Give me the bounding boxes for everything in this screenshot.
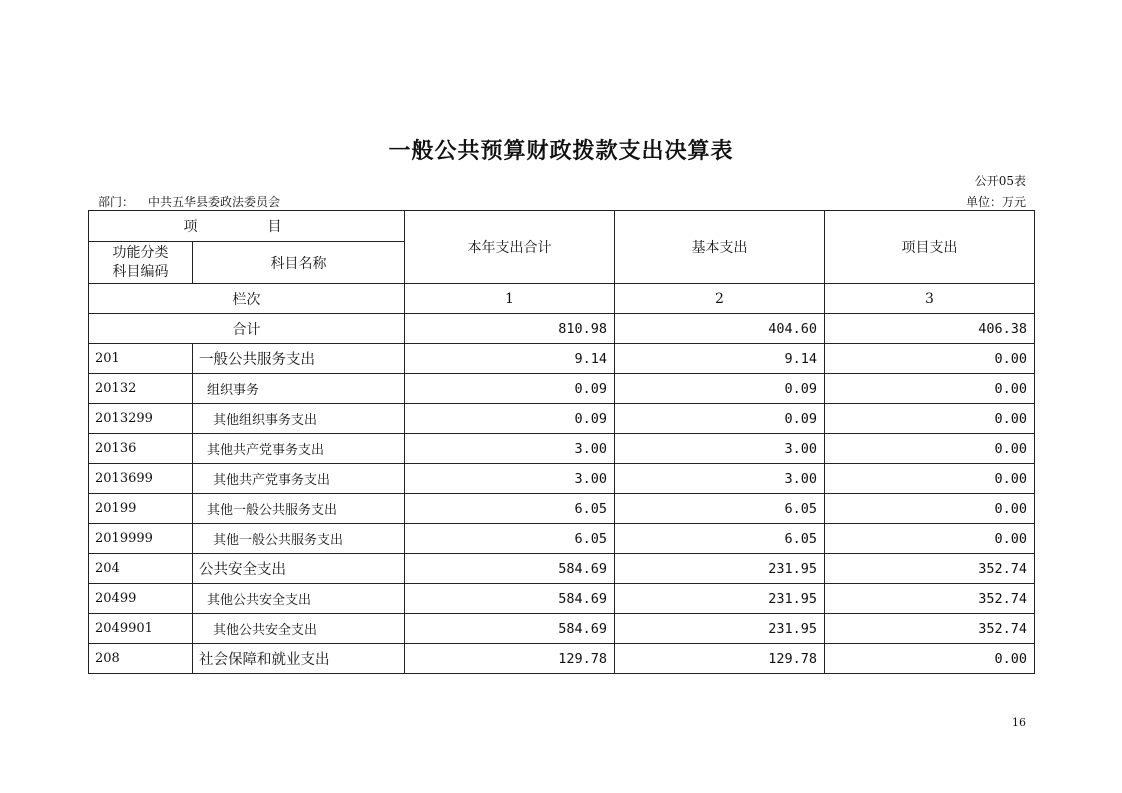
total-label: 合计 — [89, 314, 405, 344]
header-func-code — [89, 242, 193, 284]
total-project: 406.38 — [825, 314, 1035, 344]
header-row-1 — [89, 211, 1035, 242]
row-subject-name: 组织事务 — [193, 374, 405, 404]
row-code: 2019999 — [89, 524, 193, 554]
row-subject-name: 其他共产党事务支出 — [193, 434, 405, 464]
row-basic: 3.00 — [615, 464, 825, 494]
table-row — [89, 614, 1035, 644]
row-project: 0.00 — [825, 404, 1035, 434]
table-row — [89, 404, 1035, 434]
index-1: 1 — [405, 284, 615, 314]
row-project: 0.00 — [825, 434, 1035, 464]
row-basic: 0.09 — [615, 374, 825, 404]
total-sum: 810.98 — [405, 314, 615, 344]
unit-label: 单位：万元 — [965, 195, 1026, 209]
table-row — [89, 584, 1035, 614]
row-total: 6.05 — [405, 494, 615, 524]
header-subject-name: 科目名称 — [193, 242, 405, 284]
row-total: 584.69 — [405, 554, 615, 584]
row-total: 3.00 — [405, 434, 615, 464]
row-basic: 3.00 — [615, 434, 825, 464]
department-name: 中共五华县委政法委员会 — [148, 195, 281, 209]
table-row — [89, 644, 1035, 674]
table-row — [89, 374, 1035, 404]
row-code: 20199 — [89, 494, 193, 524]
row-project: 0.00 — [825, 464, 1035, 494]
row-project: 0.00 — [825, 374, 1035, 404]
row-basic: 129.78 — [615, 644, 825, 674]
row-total: 129.78 — [405, 644, 615, 674]
row-basic: 231.95 — [615, 554, 825, 584]
row-code: 20132 — [89, 374, 193, 404]
table-row — [89, 524, 1035, 554]
index-label: 栏次 — [89, 284, 405, 314]
row-subject-name: 其他公共安全支出 — [193, 614, 405, 644]
row-basic: 231.95 — [615, 614, 825, 644]
table-row — [89, 494, 1035, 524]
row-total: 584.69 — [405, 614, 615, 644]
row-total: 584.69 — [405, 584, 615, 614]
row-basic: 6.05 — [615, 524, 825, 554]
table-row — [89, 434, 1035, 464]
expenditure-table — [88, 210, 1035, 674]
row-subject-name: 社会保障和就业支出 — [193, 644, 405, 674]
row-code: 2013699 — [89, 464, 193, 494]
row-subject-name: 公共安全支出 — [193, 554, 405, 584]
row-code: 2049901 — [89, 614, 193, 644]
form-number: 公开05表 — [974, 174, 1026, 188]
row-basic: 9.14 — [615, 344, 825, 374]
header-col-project: 项目支出 — [825, 211, 1035, 284]
row-project: 0.00 — [825, 494, 1035, 524]
row-code: 208 — [89, 644, 193, 674]
table-row — [89, 554, 1035, 584]
index-row — [89, 284, 1035, 314]
row-subject-name: 其他公共安全支出 — [193, 584, 405, 614]
row-code: 20136 — [89, 434, 193, 464]
table-row — [89, 344, 1035, 374]
row-total: 0.09 — [405, 374, 615, 404]
department-line — [98, 193, 280, 210]
row-project: 0.00 — [825, 344, 1035, 374]
row-code: 20499 — [89, 584, 193, 614]
row-project: 352.74 — [825, 614, 1035, 644]
total-row — [89, 314, 1035, 344]
page-title: 一般公共预算财政拨款支出决算表 — [388, 138, 734, 164]
department-label: 部门： — [98, 195, 135, 209]
index-2: 2 — [615, 284, 825, 314]
row-basic: 231.95 — [615, 584, 825, 614]
row-subject-name: 其他共产党事务支出 — [193, 464, 405, 494]
row-total: 0.09 — [405, 404, 615, 434]
row-subject-name: 其他一般公共服务支出 — [193, 494, 405, 524]
row-total: 9.14 — [405, 344, 615, 374]
row-total: 3.00 — [405, 464, 615, 494]
row-subject-name: 其他一般公共服务支出 — [193, 524, 405, 554]
row-basic: 0.09 — [615, 404, 825, 434]
row-basic: 6.05 — [615, 494, 825, 524]
row-project: 352.74 — [825, 554, 1035, 584]
page-number: 16 — [1012, 716, 1026, 729]
row-project: 0.00 — [825, 644, 1035, 674]
header-func-code-line1: 功能分类 — [112, 244, 169, 261]
total-basic: 404.60 — [615, 314, 825, 344]
table-row — [89, 464, 1035, 494]
row-project: 352.74 — [825, 584, 1035, 614]
row-code: 2013299 — [89, 404, 193, 434]
header-col-basic: 基本支出 — [615, 211, 825, 284]
row-project: 0.00 — [825, 524, 1035, 554]
row-subject-name: 其他组织事务支出 — [193, 404, 405, 434]
row-code: 204 — [89, 554, 193, 584]
header-project: 项 目 — [89, 211, 405, 242]
row-subject-name: 一般公共服务支出 — [193, 344, 405, 374]
header-col-total: 本年支出合计 — [405, 211, 615, 284]
row-total: 6.05 — [405, 524, 615, 554]
row-code: 201 — [89, 344, 193, 374]
index-3: 3 — [825, 284, 1035, 314]
header-func-code-line2: 科目编码 — [112, 263, 169, 280]
